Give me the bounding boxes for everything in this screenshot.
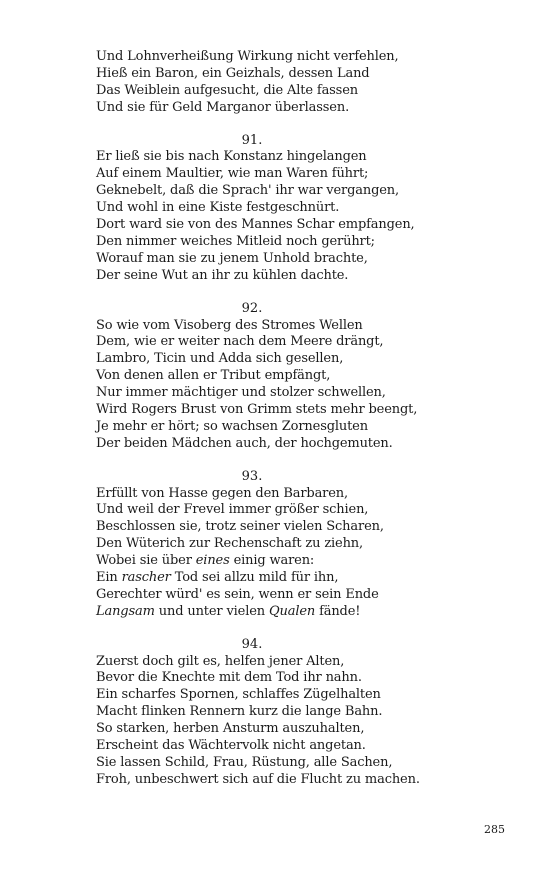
verse-line: Und wohl in eine Kiste festgeschnürt. <box>96 200 340 216</box>
verse-line: Und sie für Geld Marganor überlassen. <box>96 99 350 115</box>
verse-line: Lambro, Ticin und Adda sich gesellen, <box>96 351 344 367</box>
verse-line: Hieß ein Baron, ein Geizhals, dessen Land <box>96 65 370 81</box>
verse-line: Je mehr er hört; so wachsen Zornesgluten <box>96 418 368 434</box>
italic-text: rascher <box>121 569 171 585</box>
stanza <box>96 49 526 117</box>
italic-text: eines <box>195 553 230 569</box>
stanza <box>96 469 526 621</box>
stanza <box>96 637 526 789</box>
stanza-number: 93. <box>241 468 263 484</box>
stanza-number: 91. <box>241 132 263 148</box>
stanza <box>96 301 526 453</box>
stanza <box>96 133 526 285</box>
verse-line: Auf einem Maultier, wie man Waren führt; <box>96 166 369 182</box>
verse-line: Bevor die Knechte mit dem Tod ihr nahn. <box>96 670 362 686</box>
text: Tod sei allzu mild für ihn, <box>170 569 339 585</box>
verse-line: Gerechter würd' es sein, wenn er sein Ende <box>96 586 379 602</box>
verse-line: Und weil der Frevel immer größer schien, <box>96 502 369 518</box>
verse-line: Der seine Wut an ihr zu kühlen dachte. <box>96 267 349 283</box>
text: Wobei sie über <box>96 553 196 569</box>
verse-line <box>96 570 526 587</box>
verse-line: Dort ward sie von des Mannes Schar empfangen, <box>96 217 415 233</box>
verse-line: Sie lassen Schild, Frau, Rüstung, alle Sachen, <box>96 754 393 770</box>
text: einig waren: <box>229 553 315 569</box>
verse-line: Beschlossen sie, trotz seiner vielen Scharen, <box>96 519 384 535</box>
verse-line: Wird Rogers Brust von Grimm stets mehr beengt, <box>96 401 418 417</box>
verse-line: Worauf man sie zu jenem Unhold brachte, <box>96 250 368 266</box>
verse-line: Dem, wie er weiter nach dem Meere drängt, <box>96 334 384 350</box>
poem-page <box>96 49 526 789</box>
page-number: 285 <box>484 823 505 836</box>
stanza-number: 94. <box>241 636 263 652</box>
verse-line <box>96 553 526 570</box>
stanza-number: 92. <box>241 300 263 316</box>
italic-text: Langsam <box>96 603 155 619</box>
verse-line: Erscheint das Wächtervolk nicht angetan. <box>96 738 366 754</box>
verse-line: Von denen allen er Tribut empfängt, <box>96 368 331 384</box>
verse-line: Zuerst doch gilt es, helfen jener Alten, <box>96 653 345 669</box>
verse-line: Macht flinken Rennern kurz die lange Bahn. <box>96 704 383 720</box>
text: Ein <box>96 569 122 585</box>
verse-line <box>96 604 526 621</box>
verse-line: Ein scharfes Spornen, schlaffes Zügelhalten <box>96 687 381 703</box>
verse-line: Den Wüterich zur Rechenschaft zu ziehn, <box>96 536 363 552</box>
verse-line: Froh, unbeschwert sich auf die Flucht zu machen. <box>96 771 420 787</box>
verse-line: Erfüllt von Hasse gegen den Barbaren, <box>96 485 349 501</box>
verse-line: Geknebelt, daß die Sprach' ihr war vergangen, <box>96 183 399 199</box>
verse-line: Er ließ sie bis nach Konstanz hingelangen <box>96 149 367 165</box>
verse-line: Der beiden Mädchen auch, der hochgemuten. <box>96 435 393 451</box>
verse-line: Und Lohnverheißung Wirkung nicht verfehlen, <box>96 49 399 64</box>
verse-line: Nur immer mächtiger und stolzer schwellen, <box>96 385 386 401</box>
text: fände! <box>315 603 361 619</box>
verse-line: Das Weiblein aufgesucht, die Alte fassen <box>96 82 358 98</box>
verse-line: So wie vom Visoberg des Stromes Wellen <box>96 317 363 333</box>
verse-line: Den nimmer weiches Mitleid noch gerührt; <box>96 233 375 249</box>
italic-text: Qualen <box>268 603 316 619</box>
text: und unter vielen <box>154 603 269 619</box>
verse-line: So starken, herben Ansturm auszuhalten, <box>96 721 365 737</box>
